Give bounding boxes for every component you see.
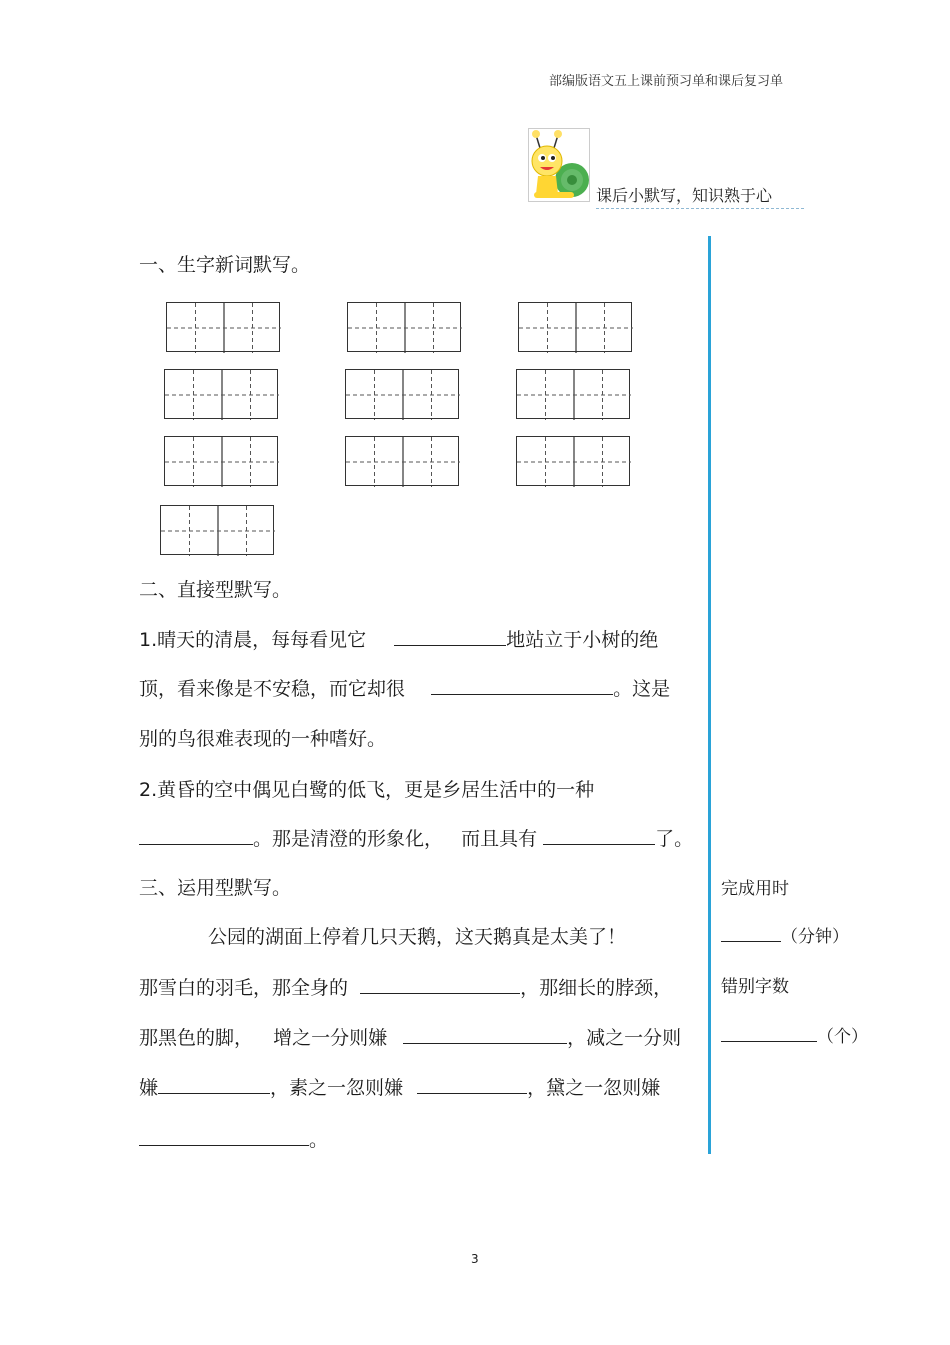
q1-line1 xyxy=(139,625,658,652)
margin-divider-line xyxy=(708,236,711,1154)
answer-blank[interactable] xyxy=(394,627,506,646)
q2-line2 xyxy=(139,824,693,851)
answer-blank[interactable] xyxy=(360,975,520,994)
writing-box-pair[interactable] xyxy=(516,369,630,419)
answer-blank[interactable] xyxy=(139,826,253,845)
q2-text: 而且具有 xyxy=(461,828,538,850)
q1-line2 xyxy=(139,674,670,701)
q3-text: 那雪白的羽毛，那全身的 xyxy=(139,977,349,999)
error-field xyxy=(721,1022,868,1047)
q1-text: 1.晴天的清晨，每每看见它 xyxy=(139,629,367,651)
q2-text: 。那是清澄的形象化， xyxy=(253,828,444,850)
q2-text: 了。 xyxy=(655,828,694,850)
q3-text: 那黑色的脚， xyxy=(139,1027,254,1049)
error-label: 错别字数 xyxy=(721,977,789,997)
time-unit: （分钟） xyxy=(781,927,849,947)
q3-line1: 公园的湖面上停着几只天鹅，这天鹅真是太美了！ xyxy=(208,926,627,948)
section1-heading: 一、生字新词默写。 xyxy=(139,254,311,276)
writing-box-pair[interactable] xyxy=(164,369,278,419)
q3-text: 。 xyxy=(309,1129,329,1151)
q2-line1: 2.黄昏的空中偶见白鹭的低飞，更是乡居生活中的一种 xyxy=(139,779,595,801)
q3-text: 增之一分则嫌 xyxy=(273,1027,388,1049)
q1-text: 顶，看来像是不安稳，而它却很 xyxy=(139,678,406,700)
writing-box-pair[interactable] xyxy=(345,436,459,486)
section2-heading: 二、直接型默写。 xyxy=(139,579,292,601)
q3-line4 xyxy=(139,1073,660,1100)
answer-blank[interactable] xyxy=(431,676,613,695)
writing-box-pair[interactable] xyxy=(166,302,280,352)
answer-blank[interactable] xyxy=(417,1075,527,1094)
answer-blank[interactable] xyxy=(158,1075,270,1094)
answer-blank[interactable] xyxy=(543,826,655,845)
writing-box-pair[interactable] xyxy=(345,369,459,419)
snail-mascot-icon xyxy=(528,128,590,202)
q3-text: 嫌 xyxy=(139,1077,159,1099)
q3-text: ，那细长的脖颈， xyxy=(520,977,673,999)
q3-line3 xyxy=(139,1023,681,1050)
error-unit: （个） xyxy=(817,1027,868,1047)
answer-blank[interactable] xyxy=(139,1127,309,1146)
time-input-blank[interactable] xyxy=(721,925,781,942)
header-title: 部编版语文五上课前预习单和课后复习单 xyxy=(549,74,784,89)
q3-text: ，减之一分则 xyxy=(567,1027,682,1049)
writing-box-pair[interactable] xyxy=(347,302,461,352)
q1-text: 地站立于小树的绝 xyxy=(506,629,659,651)
banner-slogan: 课后小默写，知识熟于心 xyxy=(596,183,804,209)
error-input-blank[interactable] xyxy=(721,1025,817,1042)
q1-line3: 别的鸟很难表现的一种嗜好。 xyxy=(139,728,387,750)
q3-text: ，素之一忽则嫌 xyxy=(270,1077,404,1099)
time-label: 完成用时 xyxy=(721,879,789,899)
q3-line2 xyxy=(139,973,672,1000)
answer-blank[interactable] xyxy=(403,1025,567,1044)
writing-box-pair[interactable] xyxy=(160,505,274,555)
page-number: 3 xyxy=(471,1252,479,1266)
q1-text: 。这是 xyxy=(613,678,671,700)
section3-heading: 三、运用型默写。 xyxy=(139,877,292,899)
q3-text: ，黛之一忽则嫌 xyxy=(527,1077,661,1099)
q3-line5 xyxy=(139,1125,328,1152)
time-field xyxy=(721,922,849,947)
writing-box-pair[interactable] xyxy=(518,302,632,352)
writing-box-pair[interactable] xyxy=(164,436,278,486)
writing-box-pair[interactable] xyxy=(516,436,630,486)
